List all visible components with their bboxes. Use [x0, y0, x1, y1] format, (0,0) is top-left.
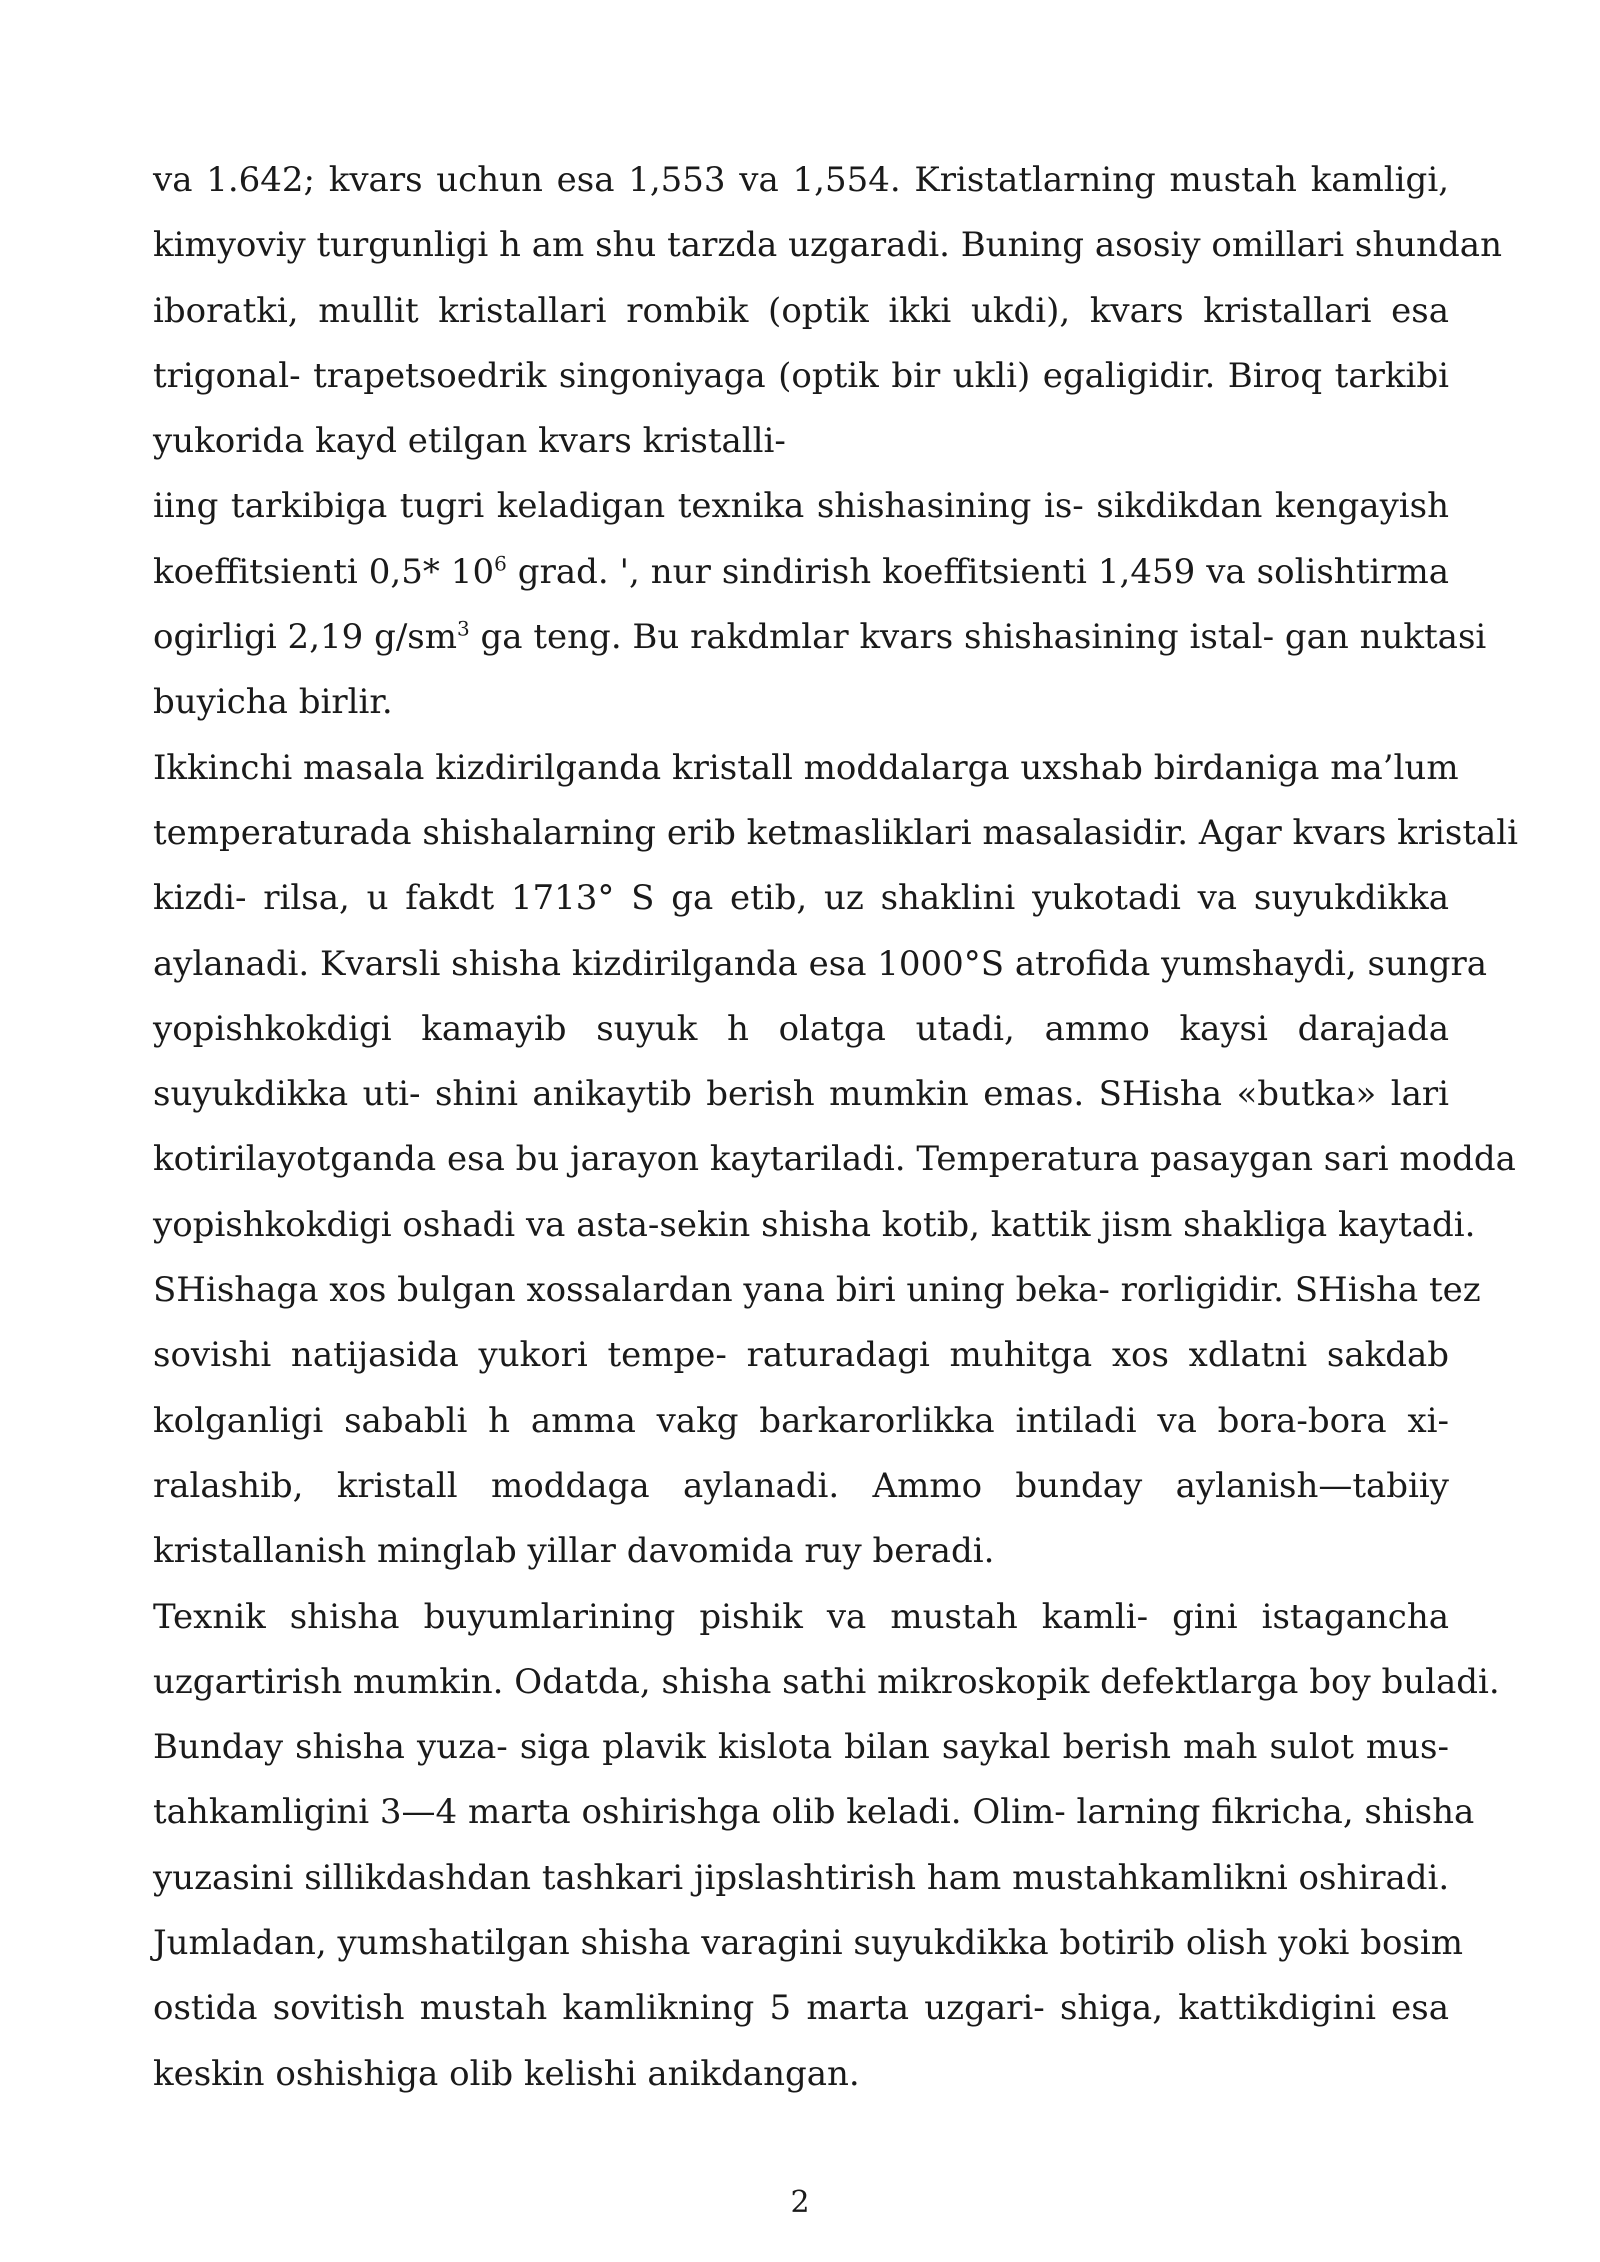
text-line: Texnik shisha buyumlarining pishik va mustah kamli- gini istagancha	[153, 1596, 1449, 1637]
paragraph	[153, 1258, 1481, 1584]
text-line: yopishkokdigi kamayib suyuk h olatga utadi, ammo kaysi darajada	[153, 1008, 1449, 1049]
text-run: ogirligi 2,19 g/sm	[153, 617, 457, 658]
text-run: koeffitsienti 0,5* 10	[153, 551, 495, 592]
text-line: iboratki, mullit kristallari rombik (optik ikki ukdi), kvars kristallari esa	[153, 290, 1449, 331]
text-line: trigonal- trapetsoedrik singoniyaga (optik bir ukli) egaligidir. Biroq tarkibi	[153, 355, 1449, 396]
text-line	[153, 540, 1449, 605]
text-line: kizdi- rilsa, u fakdt 1713° S ga etib, uz shaklini yukotadi va suyukdikka	[153, 878, 1449, 919]
paragraph	[153, 474, 1487, 735]
text-line: Ikkinchi masala kizdirilganda kristall moddalarga uxshab birdaniga ma’lum	[153, 747, 1459, 788]
text-line: temperaturada shishalarning erib ketmasliklari masalasidir. Agar kvars kristali	[153, 812, 1518, 853]
text-line: yukorida kayd etilgan kvars kristalli-	[153, 421, 786, 462]
text-line: kolganligi sababli h amma vakg barkarorlikka intiladi va bora-bora xi-	[153, 1400, 1449, 1441]
paragraph	[153, 736, 1518, 1258]
text-line: yuzasini sillikdashdan tashkari jipslashtirish ham mustahkamlikni oshiradi.	[153, 1857, 1450, 1898]
text-line: uzgartirish mumkin. Odatda, shisha sathi mikroskopik defektlarga boy buladi.	[153, 1661, 1500, 1702]
text-line: kristallanish minglab yillar davomida ruy beradi.	[153, 1531, 995, 1572]
paragraph	[153, 148, 1502, 474]
text-line: keskin oshishiga olib kelishi anikdangan.	[153, 2053, 860, 2094]
text-line: kotirilayotganda esa bu jarayon kaytariladi. Temperatura pasaygan sari modda	[153, 1139, 1516, 1180]
text-run: ga teng. Bu rakdmlar kvars shishasining istal- gan nuktasi	[469, 617, 1487, 658]
text-run: grad. ', nur sindirish koeffitsienti 1,459 va solishtirma	[506, 551, 1449, 592]
body-text	[153, 148, 1518, 2107]
text-line: va 1.642; kvars uchun esa 1,553 va 1,554. Kristatlarning mustah kamligi,	[153, 160, 1449, 200]
text-line: ralashib, kristall moddaga aylanadi. Ammo bunday aylanish—tabiiy	[153, 1465, 1449, 1506]
superscript: 6	[494, 551, 507, 576]
text-line: ostida sovitish mustah kamlikning 5 marta uzgari- shiga, kattikdigini esa	[153, 1988, 1449, 2029]
text-line: buyicha birlir.	[153, 682, 393, 723]
text-line: sovishi natijasida yukori tempe- raturadagi muhitga xos xdlatni sakdab	[153, 1335, 1449, 1376]
text-line: kimyoviy turgunligi h am shu tarzda uzgaradi. Buning asosiy omillari shundan	[153, 225, 1502, 266]
text-line: SHishaga xos bulgan xossalardan yana biri uning beka- rorligidir. SHisha tez	[153, 1270, 1481, 1311]
text-line	[153, 605, 1487, 670]
text-line: yopishkokdigi oshadi va asta-sekin shisha kotib, kattik jism shakliga kaytadi.	[153, 1204, 1476, 1245]
page-number: 2	[790, 2185, 810, 2220]
text-line: Jumladan, yumshatilgan shisha varagini suyukdikka botirib olish yoki bosim	[153, 1923, 1464, 1964]
text-line: tahkamligini 3—4 marta oshirishga olib keladi. Olim- larning fikricha, shisha	[153, 1792, 1475, 1833]
paragraph	[153, 1585, 1500, 2107]
superscript: 3	[456, 616, 470, 641]
text-line: iing tarkibiga tugri keladigan texnika shishasining is- sikdikdan kengayish	[153, 486, 1449, 527]
text-line: suyukdikka uti- shini anikaytib berish mumkin emas. SHisha «butka» lari	[153, 1074, 1449, 1115]
text-line: aylanadi. Kvarsli shisha kizdirilganda esa 1000°S atrofida yumshaydi, sungra	[153, 943, 1488, 984]
text-line: Bunday shisha yuza- siga plavik kislota bilan saykal berish mah sulot mus-	[153, 1727, 1449, 1768]
